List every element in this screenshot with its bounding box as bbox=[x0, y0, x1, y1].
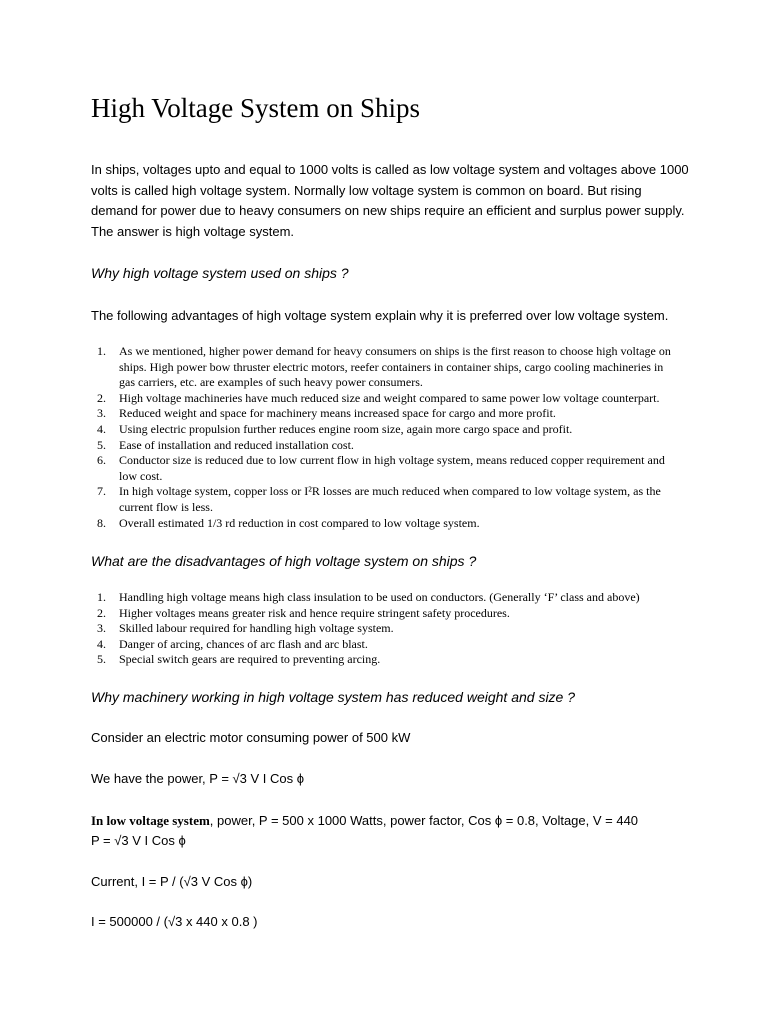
list-item-text: Skilled labour required for handling high voltage system. bbox=[119, 621, 394, 636]
list-item bbox=[91, 516, 671, 532]
list-item-text: Special switch gears are required to preventing arcing. bbox=[119, 652, 381, 667]
disadvantages-list bbox=[91, 590, 671, 668]
low-voltage-statement bbox=[91, 812, 638, 830]
list-item-number: 4. bbox=[97, 421, 106, 436]
low-voltage-values: , power, P = 500 x 1000 Watts, power factor, Cos ϕ = 0.8, Voltage, V = 440 bbox=[209, 813, 639, 828]
list-item-number: 4. bbox=[97, 636, 106, 651]
advantages-list bbox=[91, 344, 671, 531]
list-item-number: 5. bbox=[97, 652, 106, 667]
list-item-text: Ease of installation and reduced installation cost. bbox=[119, 437, 354, 452]
list-item bbox=[91, 606, 671, 622]
advantages-intro: The following advantages of high voltage system explain why it is preferred over low voltage system. bbox=[91, 308, 669, 323]
page-title: High Voltage System on Ships bbox=[91, 93, 421, 123]
list-item bbox=[91, 637, 671, 653]
list-item bbox=[91, 344, 671, 391]
list-item-text: In high voltage system, copper loss or I²R losses are much reduced when compared to low voltage system, as the current flow is less. bbox=[119, 484, 661, 514]
list-item-text: Handling high voltage means high class insulation to be used on conductors. (Generally ‘F’ class and above) bbox=[119, 590, 640, 604]
list-item-number: 1. bbox=[97, 590, 106, 604]
heading-why-high-voltage: Why high voltage system used on ships ? bbox=[91, 265, 349, 281]
list-item-number: 6. bbox=[97, 453, 106, 468]
list-item bbox=[91, 438, 671, 454]
list-item-text: Conductor size is reduced due to low current flow in high voltage system, means reduced copper requirement and low cost. bbox=[119, 453, 665, 483]
list-item-text: As we mentioned, higher power demand for heavy consumers on ships is the first reason to choose high voltage on ships. High power bow thruster electric motors, reefer containers in container ships, cargo cooling machineries in gas carriers, etc. are examples of such heavy power consumers. bbox=[119, 344, 671, 390]
list-item-number: 1. bbox=[97, 344, 106, 358]
power-formula: We have the power, P = √3 V I Cos ϕ bbox=[91, 771, 305, 786]
low-voltage-label: In low voltage system bbox=[91, 813, 210, 828]
current-formula: Current, I = P / (√3 V Cos ϕ) bbox=[91, 874, 253, 889]
list-item-text: Using electric propulsion further reduces engine room size, again more cargo space and profit. bbox=[119, 421, 573, 436]
power-formula-repeat: P = √3 V I Cos ϕ bbox=[91, 833, 186, 848]
current-calculation: I = 500000 / (√3 x 440 x 0.8 ) bbox=[91, 914, 258, 929]
heading-reduced-weight: Why machinery working in high voltage system has reduced weight and size ? bbox=[91, 689, 576, 705]
list-item-number: 2. bbox=[97, 605, 106, 620]
list-item-number: 7. bbox=[97, 484, 106, 499]
list-item-text: Reduced weight and space for machinery means increased space for cargo and more profit. bbox=[119, 406, 556, 421]
list-item-number: 3. bbox=[97, 621, 106, 636]
list-item-number: 2. bbox=[97, 390, 106, 405]
intro-paragraph: In ships, voltages upto and equal to 1000 volts is called as low voltage system and voltages above 1000 volts is called high voltage system. Normally low voltage system is common on board. But rising demand for power due to heavy consumers on new ships require an efficient and surplus power supply. The answer is high voltage system. bbox=[91, 162, 689, 239]
list-item-number: 8. bbox=[97, 515, 106, 530]
list-item-text: Danger of arcing, chances of arc flash and arc blast. bbox=[119, 636, 368, 651]
list-item-text: Overall estimated 1/3 rd reduction in cost compared to low voltage system. bbox=[119, 515, 480, 530]
consider-text: Consider an electric motor consuming power of 500 kW bbox=[91, 730, 411, 745]
list-item bbox=[91, 652, 671, 668]
list-item bbox=[91, 484, 671, 515]
list-item-text: Higher voltages means greater risk and hence require stringent safety procedures. bbox=[119, 605, 510, 620]
list-item bbox=[91, 422, 671, 438]
heading-disadvantages: What are the disadvantages of high voltage system on ships ? bbox=[91, 553, 477, 569]
list-item bbox=[91, 621, 671, 637]
list-item bbox=[91, 406, 671, 422]
list-item bbox=[91, 391, 671, 407]
list-item bbox=[91, 453, 671, 484]
list-item-number: 3. bbox=[97, 406, 106, 421]
list-item-number: 5. bbox=[97, 437, 106, 452]
list-item bbox=[91, 590, 671, 606]
list-item-text: High voltage machineries have much reduced size and weight compared to same power low voltage counterpart. bbox=[119, 390, 660, 405]
